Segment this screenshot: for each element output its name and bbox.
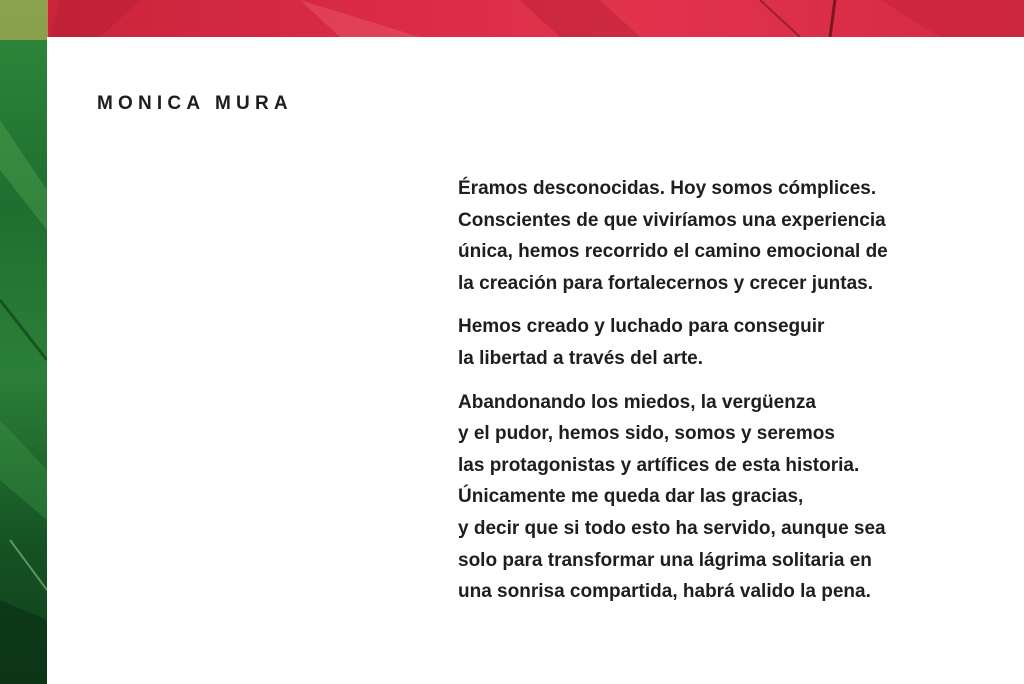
text-line: Éramos desconocidas. Hoy somos cómplices. [458, 178, 877, 199]
text-line: la creación para fortalecernos y crecer juntas. [458, 272, 874, 294]
paragraph [458, 387, 998, 608]
text-line: una sonrisa compartida, habrá valido la pena. [458, 581, 871, 603]
text-line: la libertad a través del arte. [458, 347, 704, 369]
paragraph [458, 173, 998, 299]
text-line: y el pudor, hemos sido, somos y seremos [458, 423, 835, 445]
author-name: MONICA MURA [97, 93, 293, 114]
text-line: única, hemos recorrido el camino emocional de [458, 241, 888, 263]
text-line: solo para transformar una lágrima solitaria en [458, 549, 872, 571]
text-line: Abandonando los miedos, la vergüenza [458, 391, 816, 413]
text-line: las protagonistas y artífices de esta historia. [458, 454, 860, 476]
body-text [458, 173, 998, 608]
paragraph [458, 311, 998, 374]
left-photo-texture [0, 0, 47, 684]
top-photo-texture [0, 0, 1024, 37]
text-line: Únicamente me queda dar las gracias, [458, 486, 804, 508]
top-photo-strip [0, 0, 1024, 37]
text-line: y decir que si todo esto ha servido, aunque sea [458, 517, 886, 539]
left-photo-strip [0, 0, 47, 684]
text-line: Hemos creado y luchado para conseguir [458, 316, 825, 338]
text-line: Conscientes de que viviríamos una experiencia [458, 209, 886, 231]
